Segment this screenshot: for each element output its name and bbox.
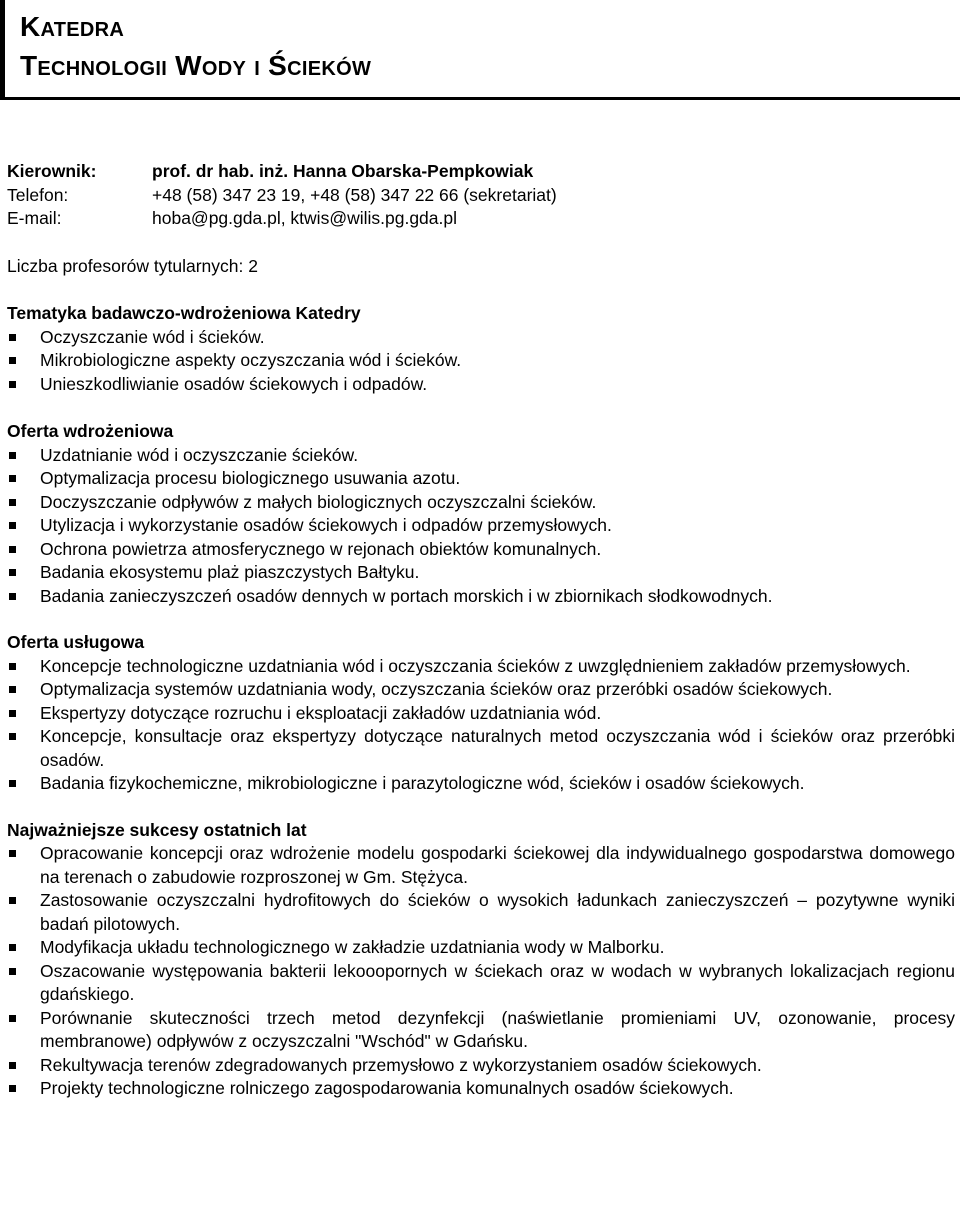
services-title: Oferta usługowa bbox=[7, 632, 145, 652]
list-item: Koncepcje technologiczne uzdatniania wód i oczyszczania ścieków z uwzględnieniem zakładów przemysłowych. bbox=[7, 655, 955, 679]
header-title-line2: Technologii Wody i Ścieków bbox=[20, 50, 372, 81]
services-list bbox=[7, 655, 955, 796]
list-item: Zastosowanie oczyszczalni hydrofitowych do ścieków o wysokich ładunkach zanieczyszczeń – pozytywne wyniki badań pilotowych. bbox=[7, 889, 955, 936]
list-item: Mikrobiologiczne aspekty oczyszczania wód i ścieków. bbox=[7, 349, 955, 373]
list-item: Ochrona powietrza atmosferycznego w rejonach obiektów komunalnych. bbox=[7, 538, 955, 562]
list-item: Uzdatnianie wód i oczyszczanie ścieków. bbox=[7, 444, 955, 468]
list-item: Modyfikacja układu technologicznego w zakładzie uzdatniania wody w Malborku. bbox=[7, 936, 955, 960]
list-item: Ekspertyzy dotyczące rozruchu i eksploatacji zakładów uzdatniania wód. bbox=[7, 702, 955, 726]
contact-info bbox=[7, 160, 955, 231]
research-list bbox=[7, 326, 955, 397]
list-item: Utylizacja i wykorzystanie osadów ściekowych i odpadów przemysłowych. bbox=[7, 514, 955, 538]
header-title-line1: Katedra bbox=[20, 11, 125, 42]
list-item: Rekultywacja terenów zdegradowanych przemysłowo z wykorzystaniem osadów ściekowych. bbox=[7, 1054, 955, 1078]
list-item: Oszacowanie występowania bakterii lekooopornych w ściekach oraz w wodach w wybranych lokalizacjach regionu gdańskiego. bbox=[7, 960, 955, 1007]
list-item: Optymalizacja systemów uzdatniania wody, oczyszczania ścieków oraz przeróbki osadów ściekowych. bbox=[7, 678, 955, 702]
list-item: Projekty technologiczne rolniczego zagospodarowania komunalnych osadów ściekowych. bbox=[7, 1077, 955, 1101]
list-item: Doczyszczanie odpływów z małych biologicznych oczyszczalni ścieków. bbox=[7, 491, 955, 515]
email-value: hoba@pg.gda.pl, ktwis@wilis.pg.gda.pl bbox=[152, 208, 458, 228]
head-value: prof. dr hab. inż. Hanna Obarska-Pempkowiak bbox=[152, 161, 534, 181]
achievements-title: Najważniejsze sukcesy ostatnich lat bbox=[7, 819, 307, 840]
list-item: Opracowanie koncepcji oraz wdrożenie modelu gospodarki ściekowej dla indywidualnego gospodarstwa domowego na terenach o zabudowie rozproszonej w Gm. Stężyca. bbox=[7, 842, 955, 889]
implementation-title: Oferta wdrożeniowa bbox=[7, 421, 174, 441]
implementation-list bbox=[7, 444, 955, 609]
list-item: Badania fizykochemiczne, mikrobiologiczne i parazytologiczne wód, ścieków i osadów ściekowych. bbox=[7, 772, 955, 796]
phone-value: +48 (58) 347 23 19, +48 (58) 347 22 66 (sekretariat) bbox=[152, 184, 557, 205]
email-label: E-mail: bbox=[7, 208, 62, 228]
list-item: Koncepcje, konsultacje oraz ekspertyzy dotyczące naturalnych metod oczyszczania wód i ścieków oraz przeróbki osadów. bbox=[7, 725, 955, 772]
head-label: Kierownik: bbox=[7, 161, 97, 181]
research-title: Tematyka badawczo-wdrożeniowa Katedry bbox=[7, 303, 361, 323]
document-body bbox=[7, 160, 955, 1101]
page-header bbox=[0, 0, 960, 100]
list-item: Oczyszczanie wód i ścieków. bbox=[7, 326, 955, 350]
list-item: Optymalizacja procesu biologicznego usuwania azotu. bbox=[7, 467, 955, 491]
list-item: Porównanie skuteczności trzech metod dezynfekcji (naświetlanie promieniami UV, ozonowanie, procesy membranowe) odpływów z oczyszczalni "Wschód" w Gdańsku. bbox=[7, 1007, 955, 1054]
achievements-list bbox=[7, 842, 955, 1101]
list-item: Badania zanieczyszczeń osadów dennych w portach morskich i w zbiornikach słodkowodnych. bbox=[7, 585, 955, 609]
list-item: Unieszkodliwianie osadów ściekowych i odpadów. bbox=[7, 373, 955, 397]
list-item: Badania ekosystemu plaż piaszczystych Bałtyku. bbox=[7, 561, 955, 585]
phone-label: Telefon: bbox=[7, 184, 69, 205]
professors-count: Liczba profesorów tytularnych: 2 bbox=[7, 255, 258, 276]
